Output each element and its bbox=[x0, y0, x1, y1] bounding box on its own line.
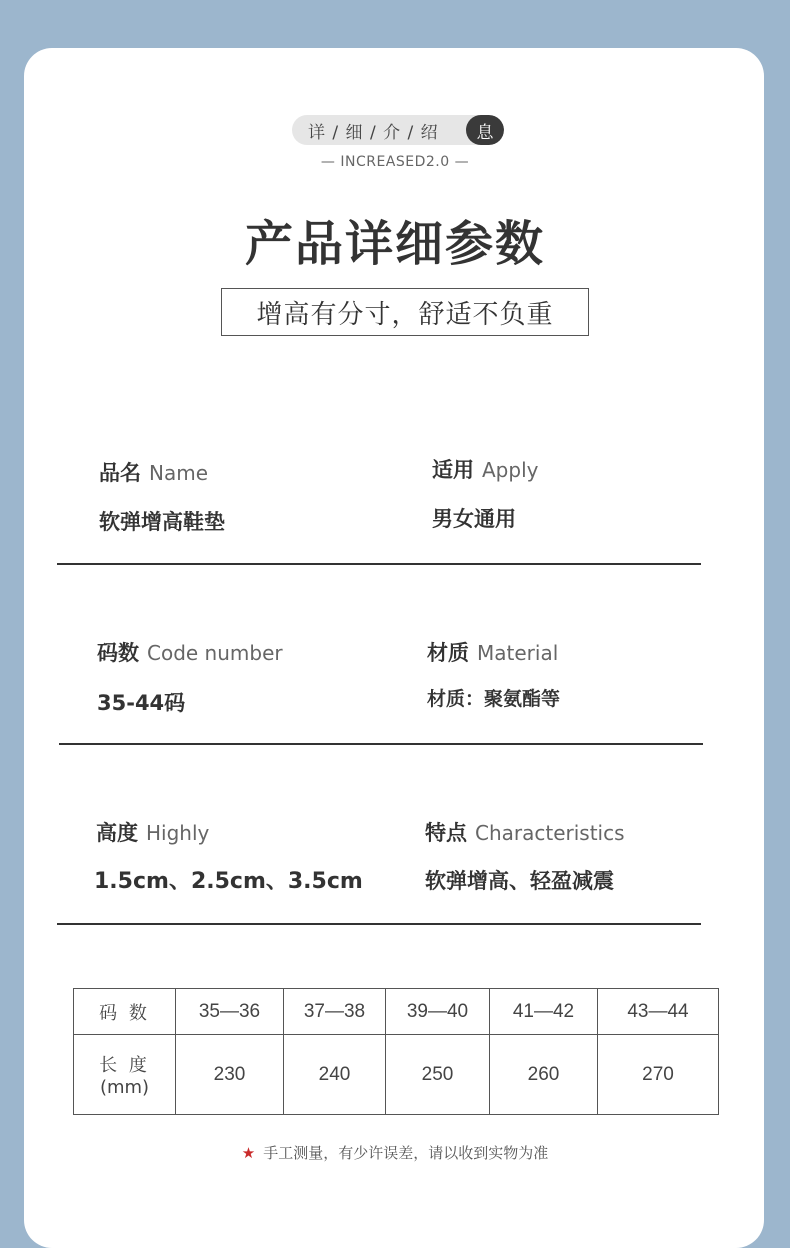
table-row-length bbox=[74, 1035, 719, 1115]
spec-label-name bbox=[99, 457, 208, 487]
spec-label-apply bbox=[432, 454, 538, 484]
spec-label-en: Code number bbox=[147, 641, 283, 665]
spec-value-height: 1.5cm、2.5cm、3.5cm bbox=[94, 869, 363, 894]
spec-label-height bbox=[96, 817, 209, 847]
table-row-head: 码 数 bbox=[74, 989, 176, 1035]
star-icon: ★ bbox=[241, 1144, 256, 1162]
spec-label-cn: 品名 bbox=[99, 461, 141, 485]
spec-label-en: Highly bbox=[146, 821, 210, 845]
spec-label-cn: 高度 bbox=[96, 821, 138, 845]
table-head-unit: (mm) bbox=[99, 1077, 150, 1099]
spec-label-en: Characteristics bbox=[475, 821, 625, 845]
size-table bbox=[73, 988, 719, 1115]
spec-label-cn: 材质 bbox=[427, 641, 469, 665]
table-cell-size: 41—42 bbox=[490, 989, 598, 1035]
section-pill bbox=[292, 115, 504, 145]
table-cell-size: 37—38 bbox=[284, 989, 386, 1035]
table-cell-size: 43—44 bbox=[598, 989, 719, 1035]
divider bbox=[57, 923, 701, 925]
pill-text: 详 / 细 / 介 / 绍 bbox=[308, 122, 439, 143]
table-row-head bbox=[74, 1035, 176, 1115]
measurement-note bbox=[0, 1142, 790, 1163]
table-cell-length: 250 bbox=[386, 1035, 490, 1115]
divider bbox=[59, 743, 703, 745]
table-head-label: 长 度 bbox=[99, 1055, 150, 1077]
spec-label-en: Material bbox=[477, 641, 559, 665]
spec-label-cn: 适用 bbox=[432, 458, 474, 482]
spec-value-name: 软弹增高鞋垫 bbox=[99, 510, 225, 534]
table-cell-size: 39—40 bbox=[386, 989, 490, 1035]
table-row-size bbox=[74, 989, 719, 1035]
table-cell-length: 260 bbox=[490, 1035, 598, 1115]
spec-label-cn: 码数 bbox=[97, 641, 139, 665]
table-cell-length: 270 bbox=[598, 1035, 719, 1115]
spec-value-code: 35-44码 bbox=[97, 691, 186, 715]
divider bbox=[57, 563, 701, 565]
spec-label-code bbox=[97, 637, 283, 667]
spec-value-features: 软弹增高、轻盈减震 bbox=[425, 869, 614, 893]
pill-end-badge: 息 bbox=[466, 115, 504, 145]
table-cell-length: 230 bbox=[176, 1035, 284, 1115]
slogan-box: 增高有分寸，舒适不负重 bbox=[221, 288, 589, 336]
subtag: — INCREASED2.0 — bbox=[320, 154, 470, 170]
table-cell-size: 35—36 bbox=[176, 989, 284, 1035]
spec-value-apply: 男女通用 bbox=[432, 507, 516, 531]
spec-label-material bbox=[427, 637, 558, 667]
spec-value-material: 材质：聚氨酯等 bbox=[427, 688, 561, 710]
spec-label-en: Apply bbox=[482, 458, 539, 482]
spec-label-features bbox=[425, 817, 625, 847]
spec-label-cn: 特点 bbox=[425, 821, 467, 845]
spec-label-en: Name bbox=[149, 461, 209, 485]
note-text: 手工测量，有少许误差，请以收到实物为准 bbox=[263, 1144, 549, 1162]
page-title: 产品详细参数 bbox=[244, 216, 545, 272]
table-cell-length: 240 bbox=[284, 1035, 386, 1115]
